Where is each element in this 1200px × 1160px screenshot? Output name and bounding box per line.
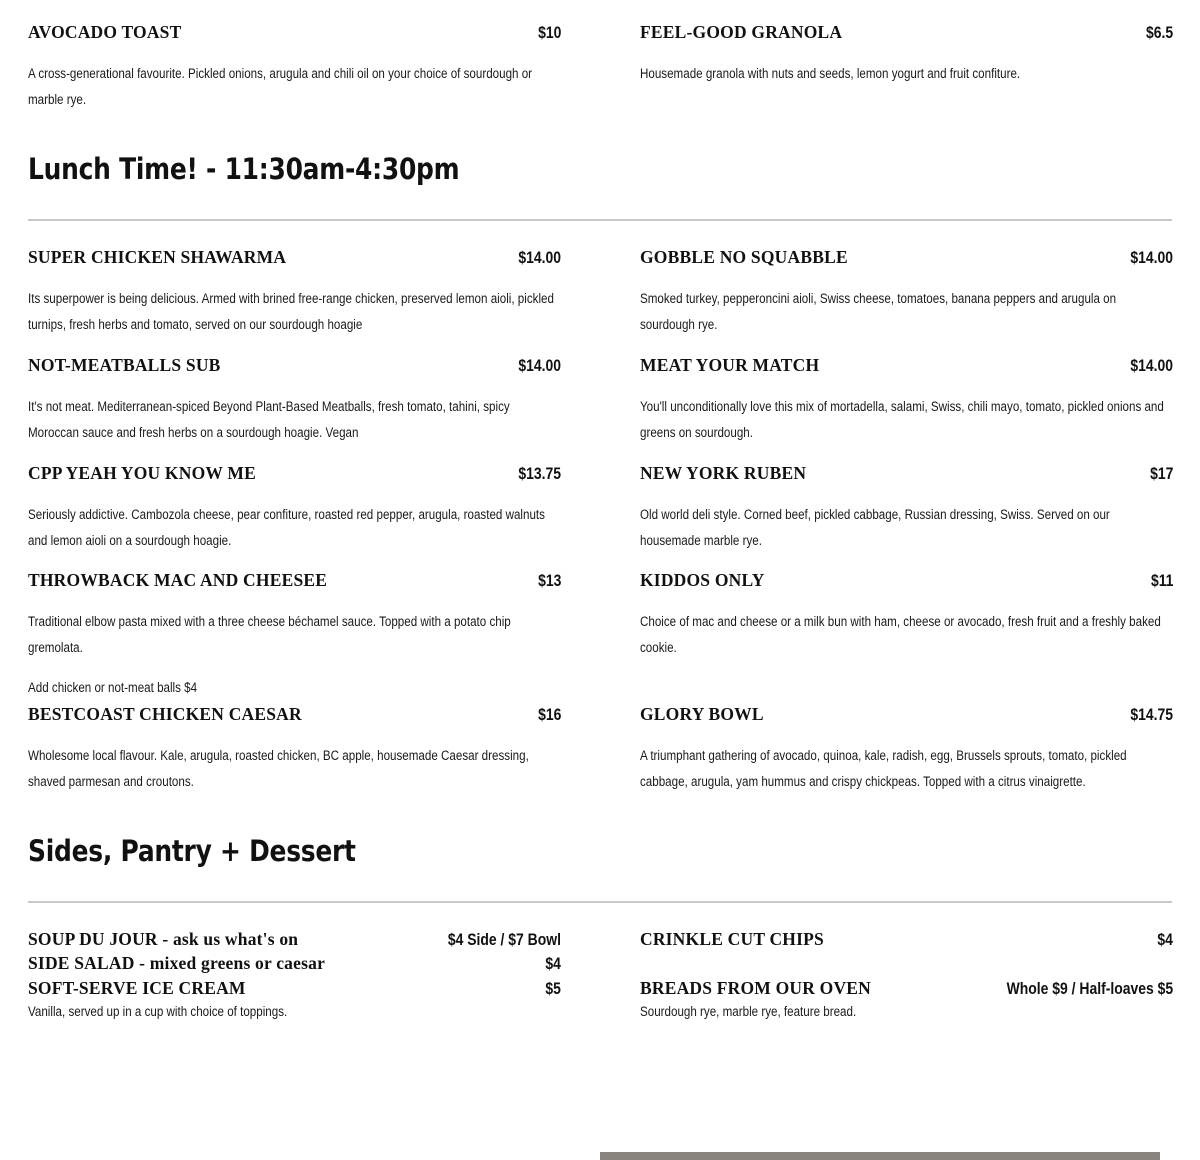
footer-bar [600,1152,1160,1160]
menu-item [640,927,1173,951]
item-name: BREADS FROM OUR OVEN [640,978,872,998]
menu-item [28,568,561,660]
section-heading-lunch: Lunch Time! - 11:30am-4:30pm [28,152,460,186]
item-price: $14.00 [518,248,561,267]
sides-right-column [640,927,1173,1037]
menu-item [640,245,1173,337]
menu-item [640,702,1173,794]
menu-item [28,927,561,951]
lunch-right-column [640,245,1173,805]
section-divider [28,901,1172,903]
item-price: $10 [537,23,561,42]
item-description: Its superpower is being delicious. Armed with brined free-range chicken, preserved lemon aioli, pickled turnips, fresh herbs and tomato, served on our sourdough hoagie [28,291,554,332]
item-name: BESTCOAST CHICKEN CAESAR [28,704,302,724]
menu-item [28,353,561,445]
item-price: $14.00 [518,356,561,375]
item-price: $4 [545,954,561,973]
menu-item [28,461,561,553]
item-description: It's not meat. Mediterranean-spiced Beyond Plant-Based Meatballs, fresh tomato, tahini, spicy Moroccan sauce and fresh herbs on a sourdough hoagie. Vegan [28,399,510,440]
menu-item [640,20,1173,87]
menu-item [28,245,561,337]
item-description: Old world deli style. Corned beef, pickled cabbage, Russian dressing, Swiss. Served on our housemade marble rye. [640,507,1110,548]
menu-item [640,976,1173,1020]
item-description: Vanilla, served up in a cup with choice of toppings. [28,1004,288,1019]
item-price: $4 [1157,930,1173,949]
item-name: MEAT YOUR MATCH [640,355,820,375]
item-price: $14.75 [1130,705,1173,724]
item-name: KIDDOS ONLY [640,570,765,590]
item-name: NEW YORK RUBEN [640,463,807,483]
item-price: $14.00 [1130,356,1173,375]
section-heading-sides: Sides, Pantry + Dessert [28,834,356,868]
menu-item [640,568,1173,660]
item-name: THROWBACK MAC AND CHEESEE [28,570,328,590]
item-price: $6.5 [1145,23,1173,42]
item-name: AVOCADO TOAST [28,22,182,42]
menu-item [640,461,1173,553]
item-description: Sourdough rye, marble rye, feature bread. [640,1004,857,1019]
menu-item [28,976,561,1020]
item-price: $11 [1150,571,1173,590]
sides-left-column [28,927,561,1037]
item-name: SOUP DU JOUR - ask us what's on [28,929,299,949]
item-description: Housemade granola with nuts and seeds, lemon yogurt and fruit confiture. [640,66,1021,81]
item-price: $17 [1149,464,1173,483]
item-name: NOT-MEATBALLS SUB [28,355,221,375]
item-description: Seriously addictive. Cambozola cheese, pear confiture, roasted red pepper, arugula, roasted walnuts and lemon aioli on a sourdough hoagie. [28,507,545,548]
item-price: $5 [545,979,561,998]
item-name: CRINKLE CUT CHIPS [640,929,824,949]
item-description: Wholesome local flavour. Kale, arugula, roasted chicken, BC apple, housemade Caesar dressing, shaved parmesan and croutons. [28,748,529,789]
item-name: SIDE SALAD - mixed greens or caesar [28,953,326,973]
section-divider [28,219,1172,221]
lunch-left-column [28,245,561,805]
item-description: Smoked turkey, pepperoncini aioli, Swiss cheese, tomatoes, banana peppers and arugula on sourdough rye. [640,291,1117,332]
item-price: $4 Side / $7 Bowl [447,930,561,949]
item-description: You'll unconditionally love this mix of mortadella, salami, Swiss, chili mayo, tomato, pickled onions and greens on sourdough. [640,399,1164,440]
item-price: Whole $9 / Half-loaves $5 [1006,979,1173,998]
menu-item [28,20,561,112]
add-on-note: Add chicken or not-meat balls $4 [28,680,198,695]
item-name: FEEL-GOOD GRANOLA [640,22,843,42]
item-description: A cross-generational favourite. Pickled onions, arugula and chili oil on your choice of sourdough or marble rye. [28,66,533,107]
item-name: GOBBLE NO SQUABBLE [640,247,848,267]
item-name: SUPER CHICKEN SHAWARMA [28,247,287,267]
item-description: Traditional elbow pasta mixed with a three cheese béchamel sauce. Topped with a potato chip gremolata. [28,614,511,655]
menu-item [28,702,561,794]
item-description: A triumphant gathering of avocado, quinoa, kale, radish, egg, Brussels sprouts, tomato, pickled cabbage, arugula, yam hummus and crispy chickpeas. Topped with a citrus vinaigrette. [640,748,1127,789]
item-price: $13 [537,571,561,590]
menu-item [640,353,1173,445]
menu-item [28,951,561,975]
item-name: GLORY BOWL [640,704,764,724]
item-price: $16 [537,705,561,724]
item-name: CPP YEAH YOU KNOW ME [28,463,256,483]
item-name: SOFT-SERVE ICE CREAM [28,978,246,998]
item-price: $14.00 [1130,248,1173,267]
item-price: $13.75 [518,464,561,483]
item-description: Choice of mac and cheese or a milk bun with ham, cheese or avocado, fresh fruit and a freshly baked cookie. [640,614,1161,655]
